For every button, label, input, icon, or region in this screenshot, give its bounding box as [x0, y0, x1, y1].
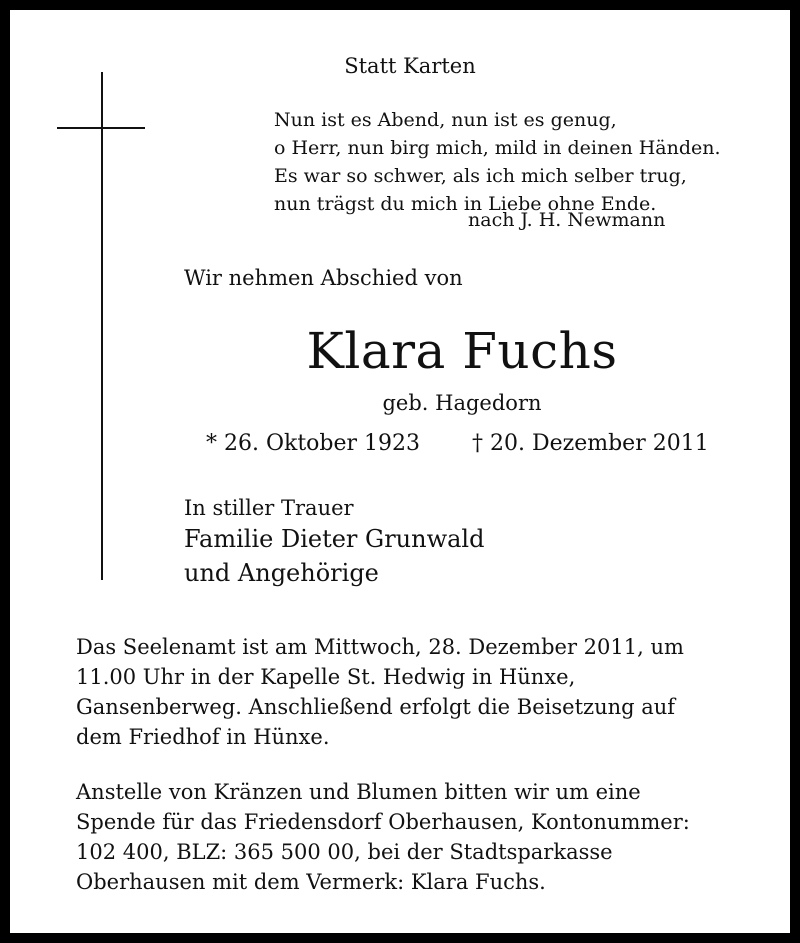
paragraph-line: dem Friedhof in Hünxe. — [76, 725, 330, 749]
mourners-family: Familie Dieter Grunwald — [184, 525, 485, 553]
paragraph-line: 11.00 Uhr in der Kapelle St. Hedwig in Hünxe, — [76, 665, 576, 689]
mourners-relatives: und Angehörige — [184, 559, 379, 587]
poem-attribution: nach J. H. Newmann — [468, 209, 666, 231]
paragraph-line: Anstelle von Kränzen und Blumen bitten wir um eine — [76, 780, 641, 804]
paragraph-line: 102 400, BLZ: 365 500 00, bei der Stadtsparkasse — [76, 840, 613, 864]
death-date: † 20. Dezember 2011 — [472, 431, 709, 456]
birth-date: * 26. Oktober 1923 — [206, 431, 421, 456]
poem-line: o Herr, nun birg mich, mild in deinen Händen. — [274, 137, 721, 159]
cross-symbol-horizontal — [57, 127, 145, 129]
farewell-intro: Wir nehmen Abschied von — [184, 266, 463, 290]
mourning-phrase: In stiller Trauer — [184, 496, 354, 520]
paragraph-line: Oberhausen mit dem Vermerk: Klara Fuchs. — [76, 870, 546, 894]
paragraph-line: Gansenberweg. Anschließend erfolgt die Beisetzung auf — [76, 695, 676, 719]
paragraph-line: Spende für das Friedensdorf Oberhausen, Kontonummer: — [76, 810, 690, 834]
deceased-name: Klara Fuchs — [306, 322, 618, 380]
service-info-paragraph — [76, 632, 744, 752]
paragraph-line: Das Seelenamt ist am Mittwoch, 28. Dezember 2011, um — [76, 635, 684, 659]
poem — [274, 106, 721, 218]
donation-info-paragraph — [76, 777, 744, 897]
poem-line: nun trägst du mich in Liebe ohne Ende. — [274, 193, 657, 215]
notice-heading: Statt Karten — [344, 54, 476, 78]
poem-line: Es war so schwer, als ich mich selber trug, — [274, 165, 687, 187]
poem-line: Nun ist es Abend, nun ist es genug, — [274, 109, 617, 131]
birth-name: geb. Hagedorn — [382, 391, 542, 415]
